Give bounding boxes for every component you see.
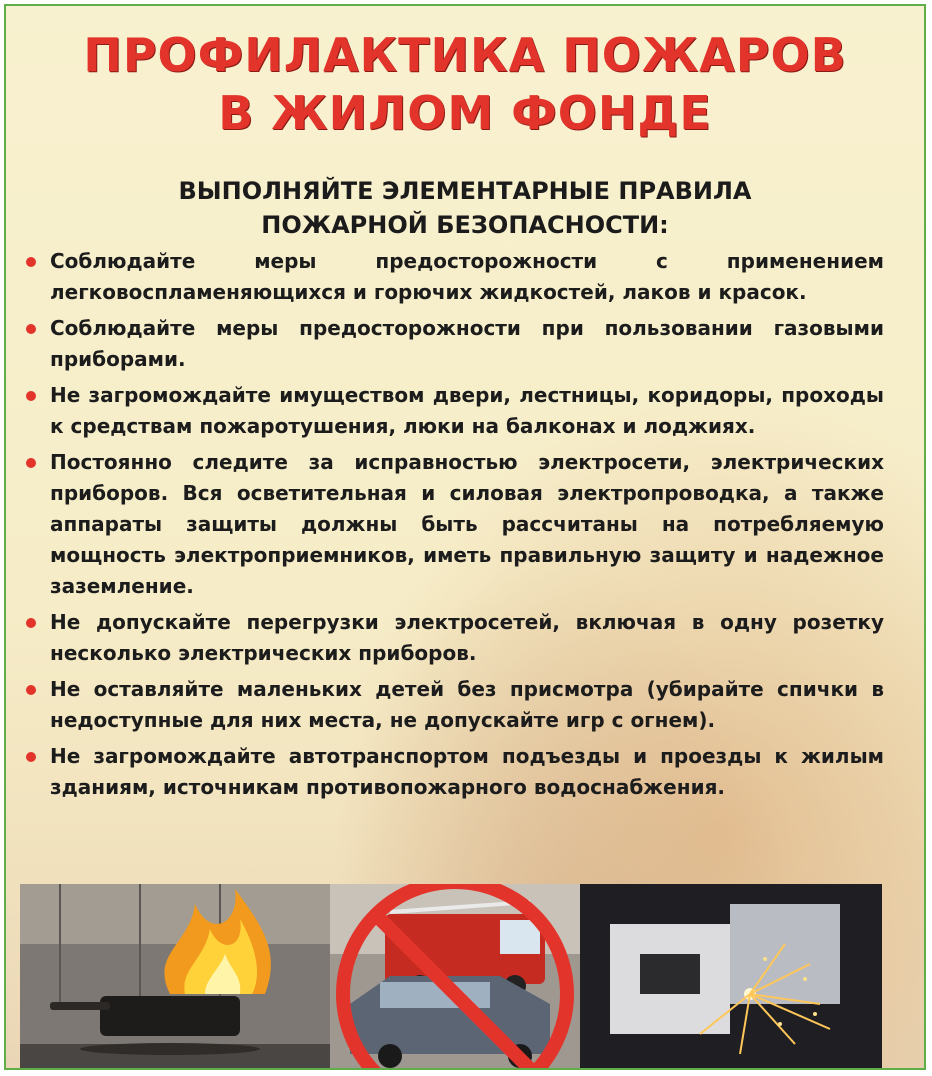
subtitle-line-2: ПОЖАРНОЙ БЕЗОПАСНОСТИ: — [261, 211, 669, 239]
rule-text: Постоянно следите за исправностью электросети, электрических приборов. Вся осветительная и силовая электропроводка, а также аппараты защиты должны быть рассчитаны на потребляемую мощность электроприемников, иметь правильную защиту и надежное заземление. — [50, 450, 884, 598]
poster-title — [6, 26, 924, 142]
rule-text: Соблюдайте меры предосторожности с применением легковоспламеняющихся и горючих жидкостей, лаков и красок. — [50, 249, 884, 304]
title-line-2: В ЖИЛОМ ФОНДЕ — [218, 86, 712, 140]
fire-safety-poster — [4, 4, 926, 1070]
poster-subtitle — [6, 174, 924, 242]
rule-item — [22, 246, 884, 308]
sparks-icon — [580, 884, 882, 1070]
no-parking-image — [330, 884, 580, 1070]
title-line-1: ПРОФИЛАКТИКА ПОЖАРОВ — [83, 28, 847, 82]
bullet-icon — [26, 752, 36, 762]
rule-item — [22, 380, 884, 442]
subtitle-line-1: ВЫПОЛНЯЙТЕ ЭЛЕМЕНТАРНЫЕ ПРАВИЛА — [178, 177, 752, 205]
pan-fire-icon — [20, 884, 330, 1070]
rule-text: Не допускайте перегрузки электросетей, включая в одну розетку несколько электрических приборов. — [50, 610, 884, 665]
no-parking-fire-truck-icon — [330, 884, 580, 1070]
rule-item — [22, 447, 884, 602]
rule-item — [22, 607, 884, 669]
rule-item — [22, 313, 884, 375]
rules-list — [22, 246, 884, 808]
bullet-icon — [26, 618, 36, 628]
electrical-sparks-image — [580, 884, 882, 1070]
bullet-icon — [26, 685, 36, 695]
rule-text: Не оставляйте маленьких детей без присмотра (убирайте спички в недоступные для них места, не допускайте игр с огнем). — [50, 677, 884, 732]
bullet-icon — [26, 257, 36, 267]
bullet-icon — [26, 324, 36, 334]
rule-text: Соблюдайте меры предосторожности при пользовании газовыми приборами. — [50, 316, 884, 371]
illustration-strip — [20, 884, 882, 1070]
rule-text: Не загромождайте имуществом двери, лестницы, коридоры, проходы к средствам пожаротушения, люки на балконах и лоджиях. — [50, 383, 884, 438]
rule-item — [22, 741, 884, 803]
kitchen-fire-image — [20, 884, 330, 1070]
rule-item — [22, 674, 884, 736]
rule-text: Не загромождайте автотранспортом подъезды и проезды к жилым зданиям, источникам противопожарного водоснабжения. — [50, 744, 884, 799]
bullet-icon — [26, 391, 36, 401]
bullet-icon — [26, 458, 36, 468]
